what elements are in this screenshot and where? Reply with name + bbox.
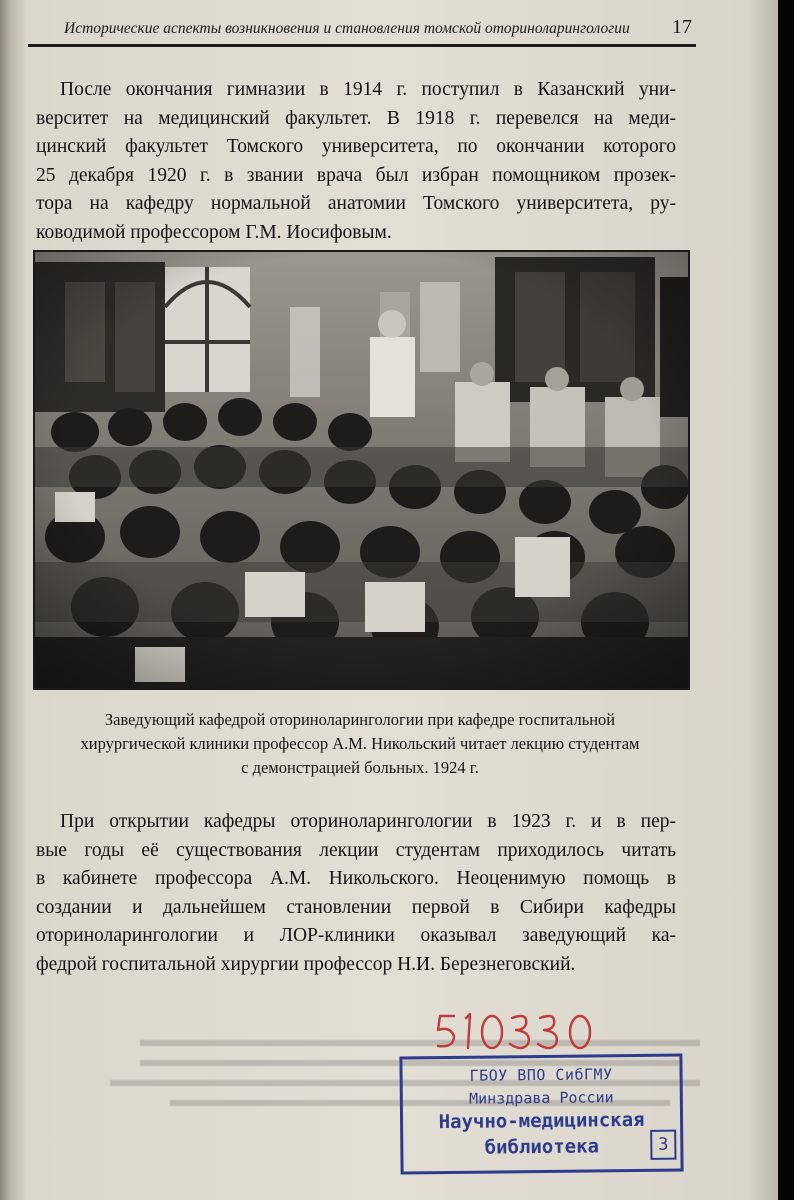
paragraph-line: После окончания гимназии в 1914 г. поступил в Казанский уни- <box>60 79 676 100</box>
paragraph-line: верситет на медицинский факультет. В 1918 г. перевелся на меди- <box>36 107 676 129</box>
paragraph-2 <box>36 808 676 979</box>
paragraph-line: 25 декабря 1920 г. в звании врача был избран помощником прозек- <box>36 164 676 186</box>
caption-line: с демонстрацией больных. 1924 г. <box>241 758 479 777</box>
caption-line: Заведующий кафедрой оториноларингологии при кафедре госпитальной <box>104 710 616 729</box>
page-gutter-shadow <box>0 0 26 1200</box>
stamp-line: библиотека <box>484 1135 600 1159</box>
paragraph-line: оториноларингологии и ЛОР-клиники оказывал заведующий ка- <box>36 925 676 946</box>
handwritten-inventory-number <box>432 1008 602 1054</box>
paragraph-line: цинский факультет Томского университета, по окончании которого <box>36 136 676 157</box>
caption-line: хирургической клиники профессор А.М. Никольский читает лекцию студентам <box>80 734 640 753</box>
stamp-line: Научно-медицинская <box>438 1108 645 1134</box>
paragraph-line: в кабинете профессора А.М. Никольского. Неоценимую помощь в <box>36 868 676 889</box>
stamp-line: ГБОУ ВПО СибГМУ <box>469 1065 613 1085</box>
page-number: 17 <box>672 16 692 38</box>
paragraph-line: федрой госпитальной хирургии профессор Н.И. Березнеговский. <box>36 953 576 975</box>
scan-spine-edge <box>778 0 794 1200</box>
lecture-photograph <box>33 250 690 690</box>
stamp-number-box: 3 <box>650 1130 676 1160</box>
paragraph-1 <box>36 76 676 247</box>
paragraph-line: При открытии кафедры оториноларингологии в 1923 г. и в пер- <box>60 811 676 832</box>
header-rule <box>28 44 696 47</box>
paragraph-line: создании и дальнейшем становлении первой в Сибири кафедры <box>36 896 676 918</box>
library-stamp <box>399 1054 683 1175</box>
stamp-line: Минздрава России <box>468 1088 614 1108</box>
running-header-title: Исторические аспекты возникновения и становления томской оториноларингологии <box>64 20 630 37</box>
running-header <box>28 14 696 44</box>
figure-caption <box>30 708 690 780</box>
paragraph-line: ководимой профессором Г.М. Иосифовым. <box>36 221 392 243</box>
paragraph-line: тора на кафедру нормальной анатомии Томского университета, ру- <box>36 193 676 214</box>
paragraph-line: вые годы её существования лекции студентам приходилось читать <box>36 839 676 861</box>
